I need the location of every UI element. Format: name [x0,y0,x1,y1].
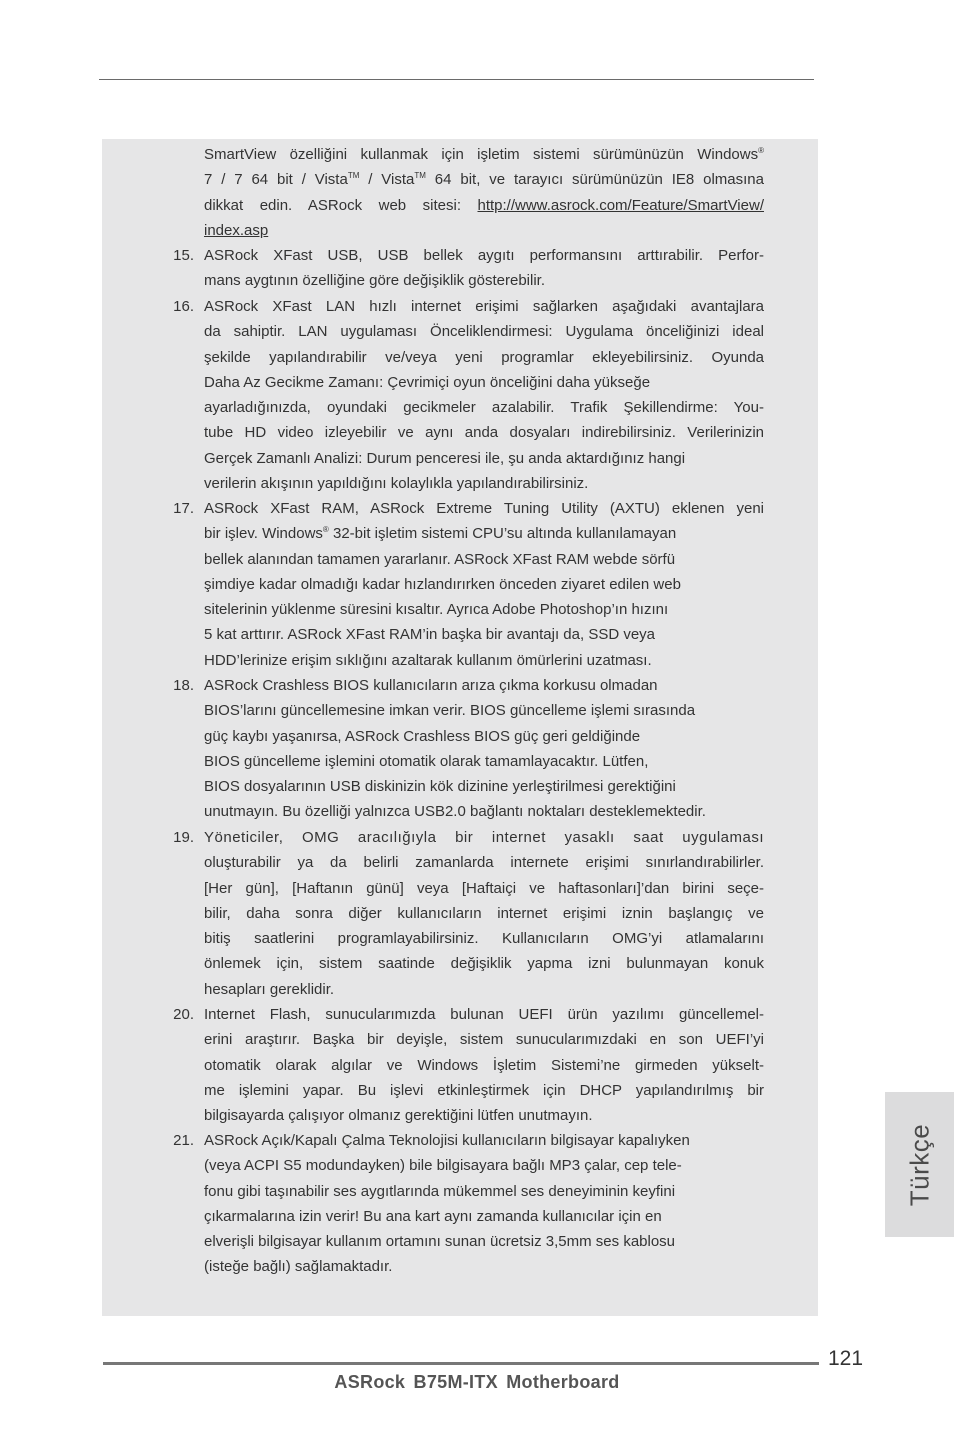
footer-title: ASRock B75M-ITX Motherboard [334,1372,620,1392]
text-line: HDD’lerinize erişim sıklığını azaltarak kullanım ömürlerini uzatması. [204,651,652,669]
registered-mark: ® [322,525,329,535]
language-tab-label: Türkçe [904,1123,934,1206]
text-line: BIOS dosyalarının USB diskinizin kök dizinine yerleştirilmesi gerektiğini [204,778,676,796]
item-text [204,825,764,1002]
text-line: BIOS’larını güncellemesine imkan verir. BIOS güncelleme işlemi sırasında [204,702,696,720]
text-line: (isteğe bağlı) sağlamaktadır. [204,1258,393,1276]
text-line: elverişli bilgisayar kullanım ortamını sunan ücretsiz 3,5mm ses kablosu [204,1233,676,1251]
text-line: verilerin akışının yapıldığını kolaylıkla yapılandırabilirsiniz. [204,475,589,493]
item-text [204,1128,764,1280]
text-line: ASRock XFast LAN hızlı internet erişimi sağlarken aşağıdaki avantajlara [204,298,764,315]
text-line: bilir, daha sonra diğer kullanıcıların internet erişimi iznin başlangıç ve [204,904,764,922]
text-line: (veya ACPI S5 modundayken) bile bilgisayara bağlı MP3 çalar, cep tele- [204,1157,682,1175]
trademark-mark: TM [347,171,360,181]
text-line: çıkarmalarına izin verir! Bu ana kart aynı zamanda kullanıcılar için en [204,1207,662,1225]
item-number: 20. [173,1006,194,1023]
text-line: sitelerinin yüklenme süresini kısaltır. Ayrıca Adobe Photoshop’ın hızını [204,601,669,619]
item-number: 16. [173,298,194,315]
text-line: Daha Az Gecikme Zamanı: Çevrimiçi oyun önceliğini daha yükseğe [204,373,651,391]
item-number: 15. [173,247,194,264]
page-number: 121 [828,1347,864,1370]
item-text [204,673,764,825]
item-text [204,1002,764,1128]
text-line: me işlemini yapar. Bu işlevi etkinleştirmek için DHCP yapılandırılmış bir [204,1081,764,1099]
text-line: BIOS güncelleme işlemini otomatik olarak tamamlayacaktır. Lütfen, [204,752,649,770]
text-line: ASRock XFast RAM, ASRock Extreme Tuning Utility (AXTU) eklenen yeni [204,500,764,517]
text-line: Gerçek Zamanlı Analizi: Durum penceresi ile, şu anda aktardığınız hangi [204,449,686,467]
text-line: SmartView özelliğini kullanmak için işletim sistemi sürümünüzün Windows® [204,146,764,163]
text-line: fonu gibi taşınabilir ses aygıtlarında mükemmel ses deneyiminin keyfini [204,1182,676,1200]
text-line: ayarladığınızda, oyundaki gecikmeler azalabilir. Trafik Şekillendirme: You- [204,399,764,417]
text-line: 7 / 7 64 bit / Vista™ / Vista™ 64 bit, ve tarayıcı sürümünüzün IE8 olmasına [204,171,764,189]
item-text [204,496,764,673]
text-line: Yöneticiler, OMG aracılığıyla bir internet yasaklı saat uygulaması [204,829,764,846]
text-line: hesapları gereklidir. [204,980,335,998]
text-line: dikkat edin. ASRock web sitesi: http://www.asrock.com/Feature/SmartView/ [204,196,764,214]
text-line: 5 kat arttırır. ASRock XFast RAM’in başka bir avantajı da, SSD veya [204,626,656,644]
smartview-link-end[interactable]: index.asp [204,221,269,239]
text-line: bellek alanından tamamen yararlanır. ASRock XFast RAM webde sörfü [204,550,676,568]
text-line: şimdiye kadar olmadığı kadar hızlandırırken önceden ziyaret edilen web [204,575,681,593]
item-text [204,142,764,243]
text-line: da sahiptir. LAN uygulaması Önceliklendirmesi: Uygulama önceliğinizi ideal [204,323,764,341]
text-line [204,218,764,243]
top-divider [99,79,814,80]
registered-mark: ® [758,146,764,155]
item-text [204,294,764,496]
footer-divider [103,1362,819,1365]
text-line: otomatik olarak algılar ve Windows İşletim Sistemi’ne girmeden yükselt- [204,1056,764,1074]
content-panel [102,139,818,1316]
text-line: Internet Flash, sunucularımızda bulunan UEFI ürün yazılımı güncellemel- [204,1006,764,1023]
item-text [204,243,764,294]
text-line: önlemek için, sistem saatinde değişiklik yapma izni bulunmayan konuk [204,955,764,973]
item-number: 19. [173,829,194,846]
text-line: güç kaybı yaşanırsa, ASRock Crashless BIOS güç geri geldiğinde [204,727,641,745]
text-line: mans aygtının özelliğine göre değişiklik gösterebilir. [204,272,546,290]
text-line: ASRock Crashless BIOS kullanıcıların arıza çıkma korkusu olmadan [204,677,658,694]
item-number: 21. [173,1132,194,1149]
text-line: erini araştırır. Başka bir deyişle, sistem sunucularımızdaki en son UEFI’yi [204,1031,764,1049]
text-line: bilgisayarda çalışıyor olmanız gerektiğini lütfen unutmayın. [204,1107,593,1125]
text-line: tube HD video izleyebilir ve aynı anda dosyaları indirebilirsiniz. Verilerinizin [204,424,764,442]
text-line: ASRock XFast USB, USB bellek aygıtı performansını arttırabilir. Perfor- [204,247,764,264]
text-line: oluşturabilir ya da belirli zamanlarda internete erişimi sınırlandırabilirler. [204,854,764,872]
trademark-mark: TM [414,171,426,181]
text-line: bir işlev. Windows® 32-bit işletim sistemi CPU’su altında kullanılamayan [204,525,677,543]
item-number: 17. [173,500,194,517]
language-tab [885,1092,954,1237]
text-line: ASRock Açık/Kapalı Çalma Teknolojisi kullanıcıların bilgisayar kapalıyken [204,1132,690,1149]
smartview-link[interactable]: http://www.asrock.com/Feature/SmartView/ [477,196,764,214]
text-line: [Her gün], [Haftanın günü] veya [Haftaiçi ve haftasonları]’dan birini seçe- [204,879,764,897]
text-line: şekilde yapılandırabilir ve/veya yeni programlar ekleyebilirsiniz. Oyunda [204,348,764,366]
text-line: unutmayın. Bu özelliği yalnızca USB2.0 bağlantı noktaları desteklemektedir. [204,803,706,821]
text-line: bitiş saatlerini programlayabilirsiniz. Kullanıcıların OMG’yi atlamalarını [204,930,764,948]
item-number: 18. [173,677,194,694]
